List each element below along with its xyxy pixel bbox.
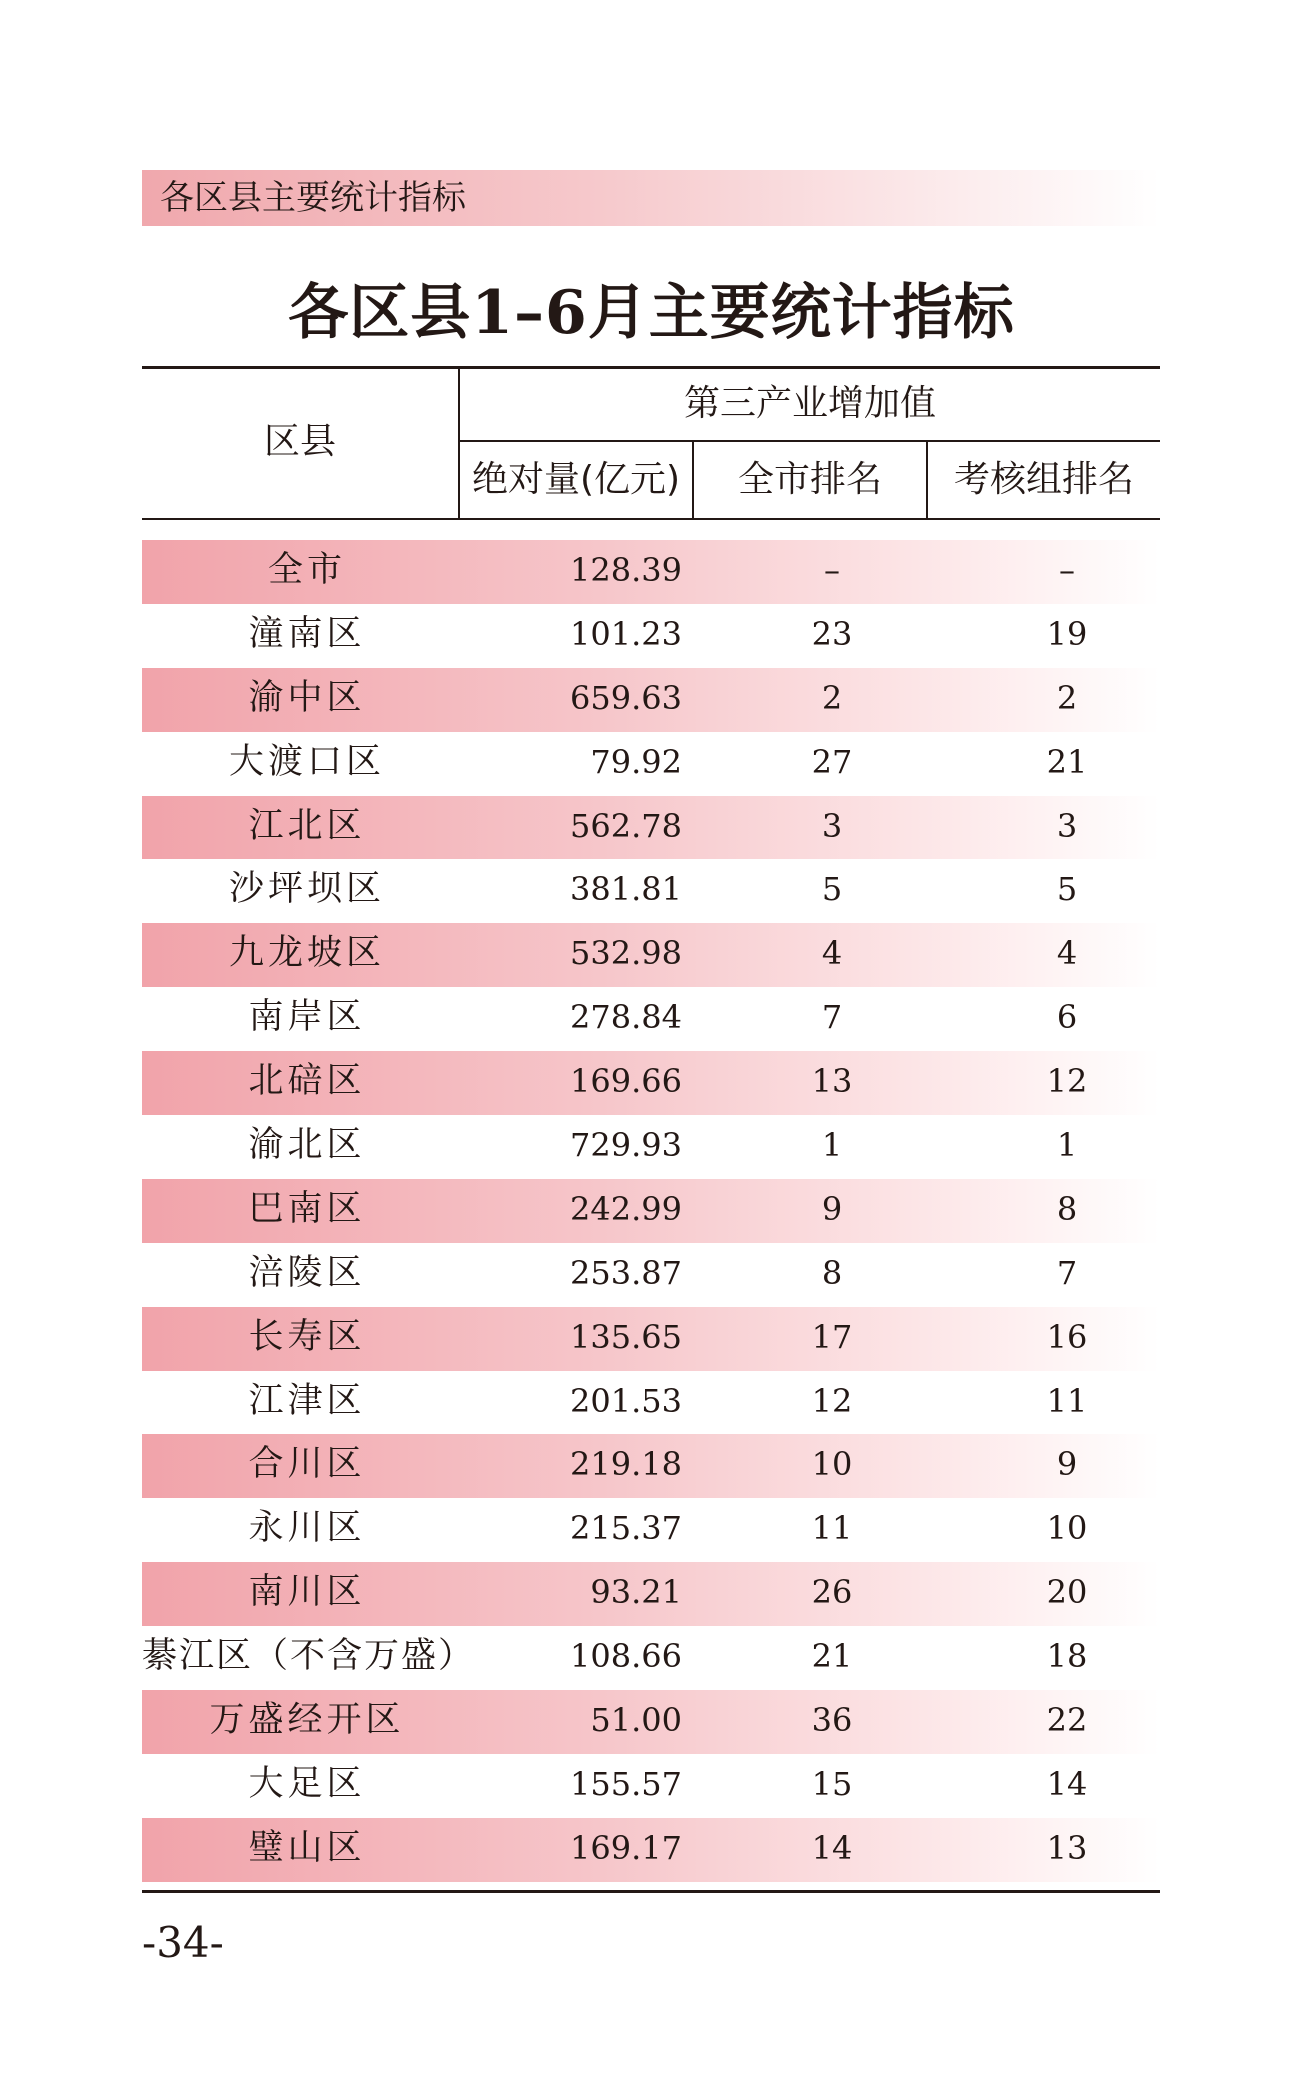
city-rank-cell: 13 (811, 1062, 853, 1101)
district-name: 璧山区 (248, 1827, 366, 1868)
group-rank-cell: 21 (1046, 742, 1088, 781)
city-rank-cell: – (824, 551, 840, 589)
table-row (142, 1051, 1160, 1115)
value-cell: 169.66 (570, 1062, 682, 1101)
table-top-rule (142, 366, 1160, 369)
district-name: 全市 (267, 550, 346, 590)
group-rank-cell: 13 (1046, 1828, 1088, 1867)
table-row (142, 1179, 1160, 1243)
header-mid-rule (460, 440, 1160, 442)
district-name: 綦江区（不含万盛） (142, 1636, 476, 1677)
group-rank-cell: 16 (1046, 1317, 1088, 1356)
value-cell: 729.93 (570, 1126, 682, 1165)
group-rank-cell: 14 (1046, 1764, 1088, 1803)
value-cell: 108.66 (570, 1637, 682, 1676)
value-cell: 562.78 (570, 806, 682, 845)
group-rank-cell: 3 (1056, 806, 1078, 845)
group-rank-cell: 8 (1056, 1189, 1078, 1228)
city-rank-cell: 14 (811, 1828, 853, 1867)
district-name: 南川区 (248, 1572, 366, 1613)
table-row (142, 1371, 1160, 1435)
district-name: 大渡口区 (228, 741, 385, 782)
city-rank-cell: 11 (811, 1509, 853, 1548)
district-name: 巴南区 (248, 1188, 366, 1229)
value-cell: 532.98 (570, 934, 682, 973)
table-row (142, 1818, 1160, 1882)
page-title: 各区县1–6月主要统计指标 (288, 278, 1015, 348)
district-name: 涪陵区 (248, 1252, 366, 1293)
city-rank-cell: 10 (811, 1445, 853, 1484)
table-row (142, 796, 1160, 860)
value-cell: 242.99 (570, 1189, 682, 1228)
city-rank-cell: 21 (811, 1637, 853, 1676)
table-body (142, 540, 1160, 1882)
group-rank-cell: 9 (1056, 1445, 1078, 1484)
value-cell: 155.57 (570, 1764, 682, 1803)
city-rank-cell: 23 (811, 614, 853, 653)
group-rank-cell: 1 (1056, 1126, 1078, 1165)
table-row (142, 1115, 1160, 1179)
table-row (142, 1434, 1160, 1498)
value-cell: 169.17 (570, 1828, 682, 1867)
city-rank-cell: 4 (821, 934, 843, 973)
district-name: 长寿区 (248, 1316, 366, 1357)
table-row (142, 732, 1160, 796)
value-cell: 201.53 (570, 1381, 682, 1420)
district-name: 江津区 (248, 1380, 366, 1421)
value-cell: 101.23 (570, 614, 682, 653)
group-rank-cell: 22 (1046, 1701, 1088, 1740)
value-cell: 219.18 (570, 1445, 682, 1484)
table-row (142, 923, 1160, 987)
city-rank-cell: 8 (821, 1253, 843, 1292)
table-row (142, 859, 1160, 923)
table-row (142, 1562, 1160, 1626)
district-name: 合川区 (248, 1444, 366, 1485)
table-row (142, 1243, 1160, 1307)
table-row (142, 1307, 1160, 1371)
city-rank-cell: 17 (811, 1317, 853, 1356)
value-cell: 51.00 (590, 1701, 682, 1740)
header-bottom-rule (142, 518, 1160, 520)
value-cell: 135.65 (570, 1317, 682, 1356)
section-header-title: 各区县主要统计指标 (160, 178, 466, 218)
value-cell: 128.39 (570, 551, 682, 589)
group-rank-cell: 11 (1046, 1381, 1088, 1420)
value-cell: 93.21 (590, 1573, 682, 1612)
header-group-rank: 考核组排名 (953, 459, 1134, 500)
group-rank-cell: 18 (1046, 1637, 1088, 1676)
value-cell: 215.37 (570, 1509, 682, 1548)
district-name: 渝中区 (248, 677, 366, 718)
city-rank-cell: 36 (811, 1701, 853, 1740)
value-cell: 659.63 (570, 678, 682, 717)
value-cell: 253.87 (570, 1253, 682, 1292)
district-name: 永川区 (248, 1508, 366, 1549)
group-rank-cell: 7 (1056, 1253, 1078, 1292)
group-rank-cell: 19 (1046, 614, 1088, 653)
city-rank-cell: 26 (811, 1573, 853, 1612)
value-cell: 278.84 (570, 998, 682, 1037)
table-row (142, 1690, 1160, 1754)
city-rank-cell: 27 (811, 742, 853, 781)
group-rank-cell: 6 (1056, 998, 1078, 1037)
district-name: 北碚区 (248, 1061, 366, 1102)
page-number: -34- (142, 1918, 224, 1967)
group-rank-cell: 4 (1056, 934, 1078, 973)
value-cell: 79.92 (590, 742, 682, 781)
group-rank-cell: 2 (1056, 678, 1078, 717)
table-row (142, 1626, 1160, 1690)
city-rank-cell: 9 (821, 1189, 843, 1228)
district-name: 江北区 (248, 805, 366, 846)
value-cell: 381.81 (570, 870, 682, 909)
table-row (142, 668, 1160, 732)
city-rank-cell: 5 (821, 870, 843, 909)
table-row (142, 987, 1160, 1051)
district-name: 潼南区 (248, 613, 366, 654)
header-district: 区县 (263, 421, 336, 462)
city-rank-cell: 7 (821, 998, 843, 1037)
district-name: 沙坪坝区 (228, 869, 385, 910)
table-row (142, 540, 1160, 604)
group-rank-cell: 12 (1046, 1062, 1088, 1101)
group-rank-cell: 5 (1056, 870, 1078, 909)
city-rank-cell: 2 (821, 678, 843, 717)
table-row (142, 1498, 1160, 1562)
table-row (142, 604, 1160, 668)
city-rank-cell: 15 (811, 1764, 853, 1803)
header-tertiary-industry: 第三产业增加值 (683, 383, 936, 424)
section-header-band (142, 170, 1160, 226)
district-name: 万盛经开区 (209, 1700, 405, 1741)
district-name: 南岸区 (248, 997, 366, 1038)
district-name: 大足区 (248, 1763, 366, 1804)
city-rank-cell: 1 (821, 1126, 843, 1165)
city-rank-cell: 12 (811, 1381, 853, 1420)
group-rank-cell: 20 (1046, 1573, 1088, 1612)
header-absolute-value: 绝对量(亿元) (471, 459, 681, 500)
district-name: 九龙坡区 (228, 933, 385, 974)
district-name: 渝北区 (248, 1125, 366, 1166)
table-bottom-rule (142, 1890, 1160, 1893)
group-rank-cell: 10 (1046, 1509, 1088, 1548)
header-city-rank: 全市排名 (737, 459, 882, 500)
table-row (142, 1754, 1160, 1818)
group-rank-cell: – (1059, 551, 1075, 589)
city-rank-cell: 3 (821, 806, 843, 845)
